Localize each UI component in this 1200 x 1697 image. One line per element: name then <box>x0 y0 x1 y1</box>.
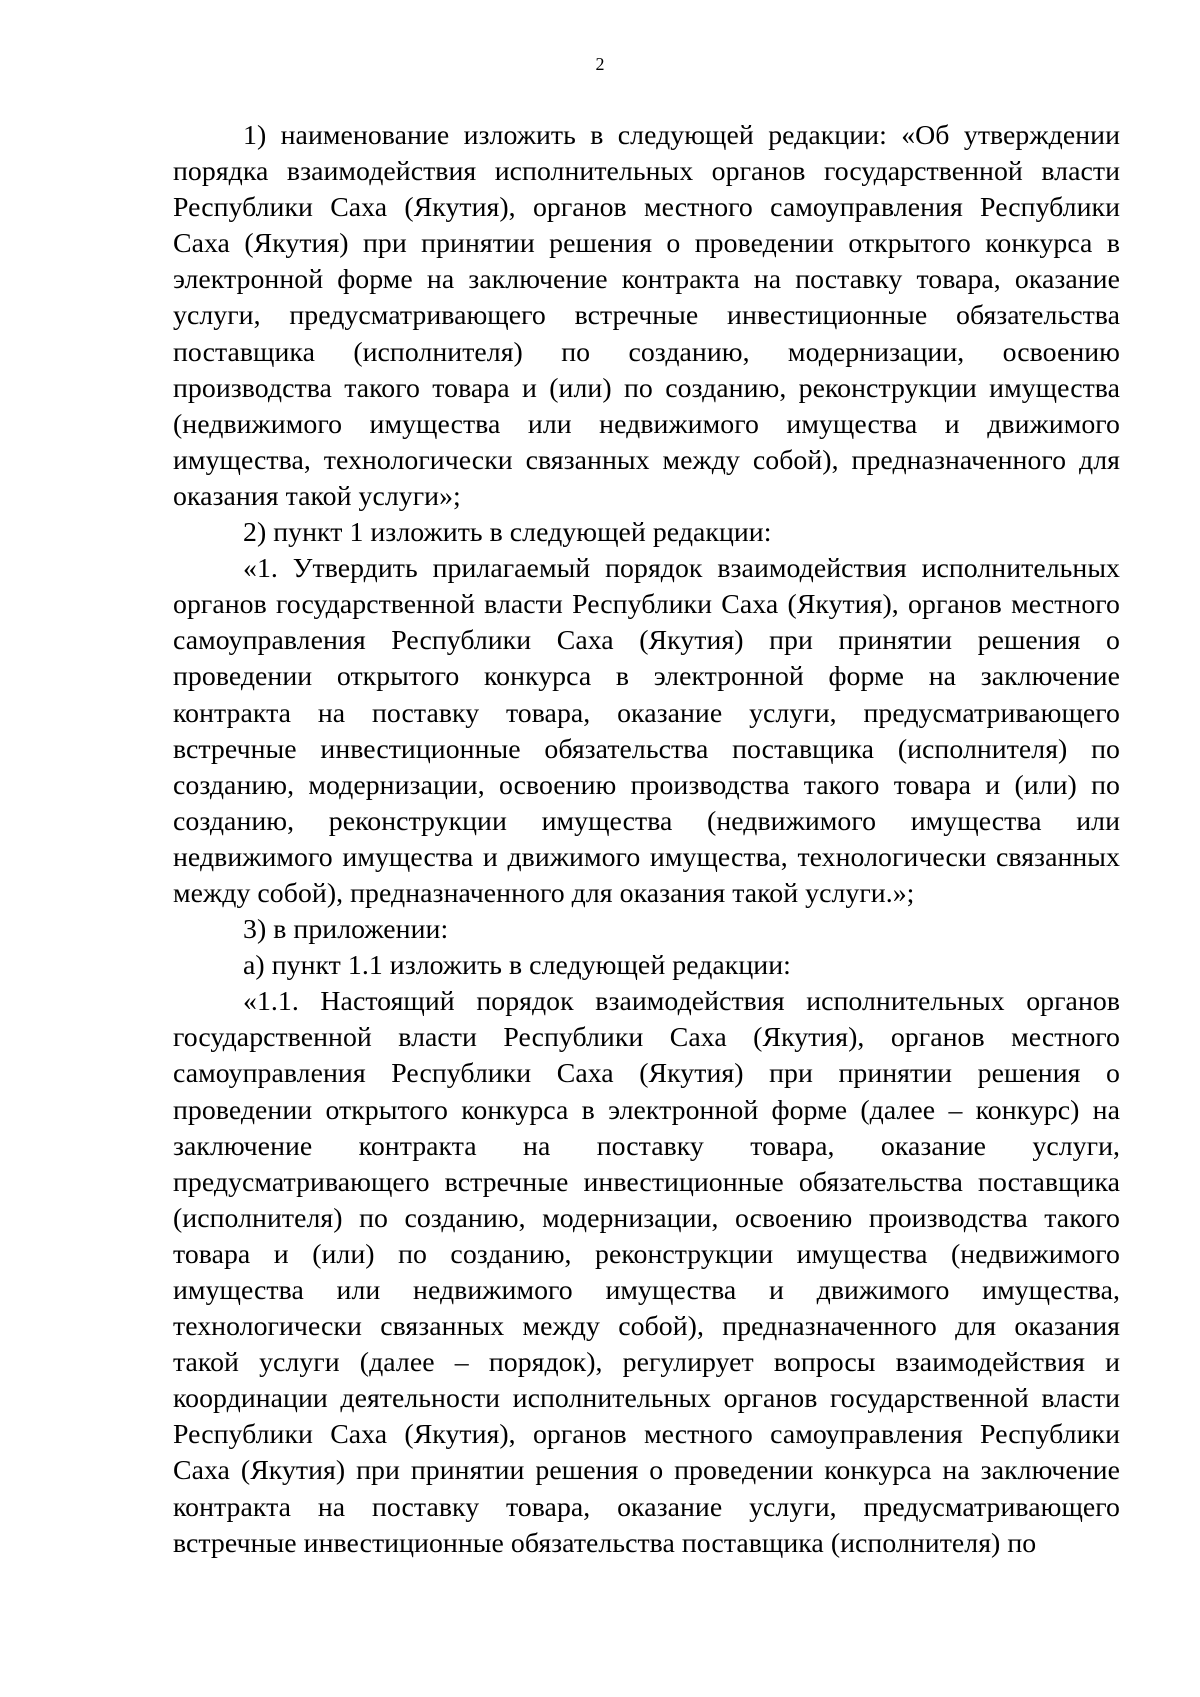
paragraph-item-3: 3) в приложении: <box>243 914 449 946</box>
document-body <box>173 118 1120 1562</box>
paragraph-subitem-a: а) пункт 1.1 изложить в следующей редакции: <box>243 950 791 982</box>
paragraph-item-1-text: «1. Утвердить прилагаемый порядок взаимодействия исполнительных органов государственной власти Республики Саха (Якутия), органов местного самоуправления Республики Саха (Якутия) при принятии решения о проведении открытого конкурса в электронной форме на заключение контракта на поставку товара, оказание услуги, предусматривающего встречные инвестиционные обязательства поставщика (исполнителя) по созданию, модернизации, освоению производства такого товара и (или) по созданию, реконструкции имущества (недвижимого имущества или недвижимого имущества и движимого имущества, технологически связанных между собой), предназначенного для оказания такой услуги.»; <box>173 553 1120 909</box>
paragraph-title-amendment: 1) наименование изложить в следующей редакции: «Об утверждении порядка взаимодействия исполнительных органов государственной власти Республики Саха (Якутия), органов местного самоуправления Республики Саха (Якутия) при принятии решения о проведении открытого конкурса в электронной форме на заключение контракта на поставку товара, оказание услуги, предусматривающего встречные инвестиционные обязательства поставщика (исполнителя) по созданию, модернизации, освоению производства такого товара и (или) по созданию, реконструкции имущества (недвижимого имущества или недвижимого имущества и движимого имущества, технологически связанных между собой), предназначенного для оказания такой услуги»; <box>173 120 1120 512</box>
page-number: 2 <box>595 54 605 74</box>
paragraph-item-1-1-text: «1.1. Настоящий порядок взаимодействия исполнительных органов государственной власти Республики Саха (Якутия), органов местного самоуправления Республики Саха (Якутия) при принятии решения о проведении открытого конкурса в электронной форме (далее – конкурс) на заключение контракта на поставку товара, оказание услуги, предусматривающего встречные инвестиционные обязательства поставщика (исполнителя) по созданию, модернизации, освоению производства такого товара и (или) по созданию, реконструкции имущества (недвижимого имущества или недвижимого имущества и движимого имущества, технологически связанных между собой), предназначенного для оказания такой услуги (далее – порядок), регулирует вопросы взаимодействия и координации деятельности исполнительных органов государственной власти Республики Саха (Якутия), органов местного самоуправления Республики Саха (Якутия) при принятии решения о проведении конкурса на заключение контракта на поставку товара, оказание услуги, предусматривающего встречные инвестиционные обязательства поставщика (исполнителя) по <box>173 986 1120 1559</box>
paragraph-item-2: 2) пункт 1 изложить в следующей редакции: <box>243 517 772 549</box>
